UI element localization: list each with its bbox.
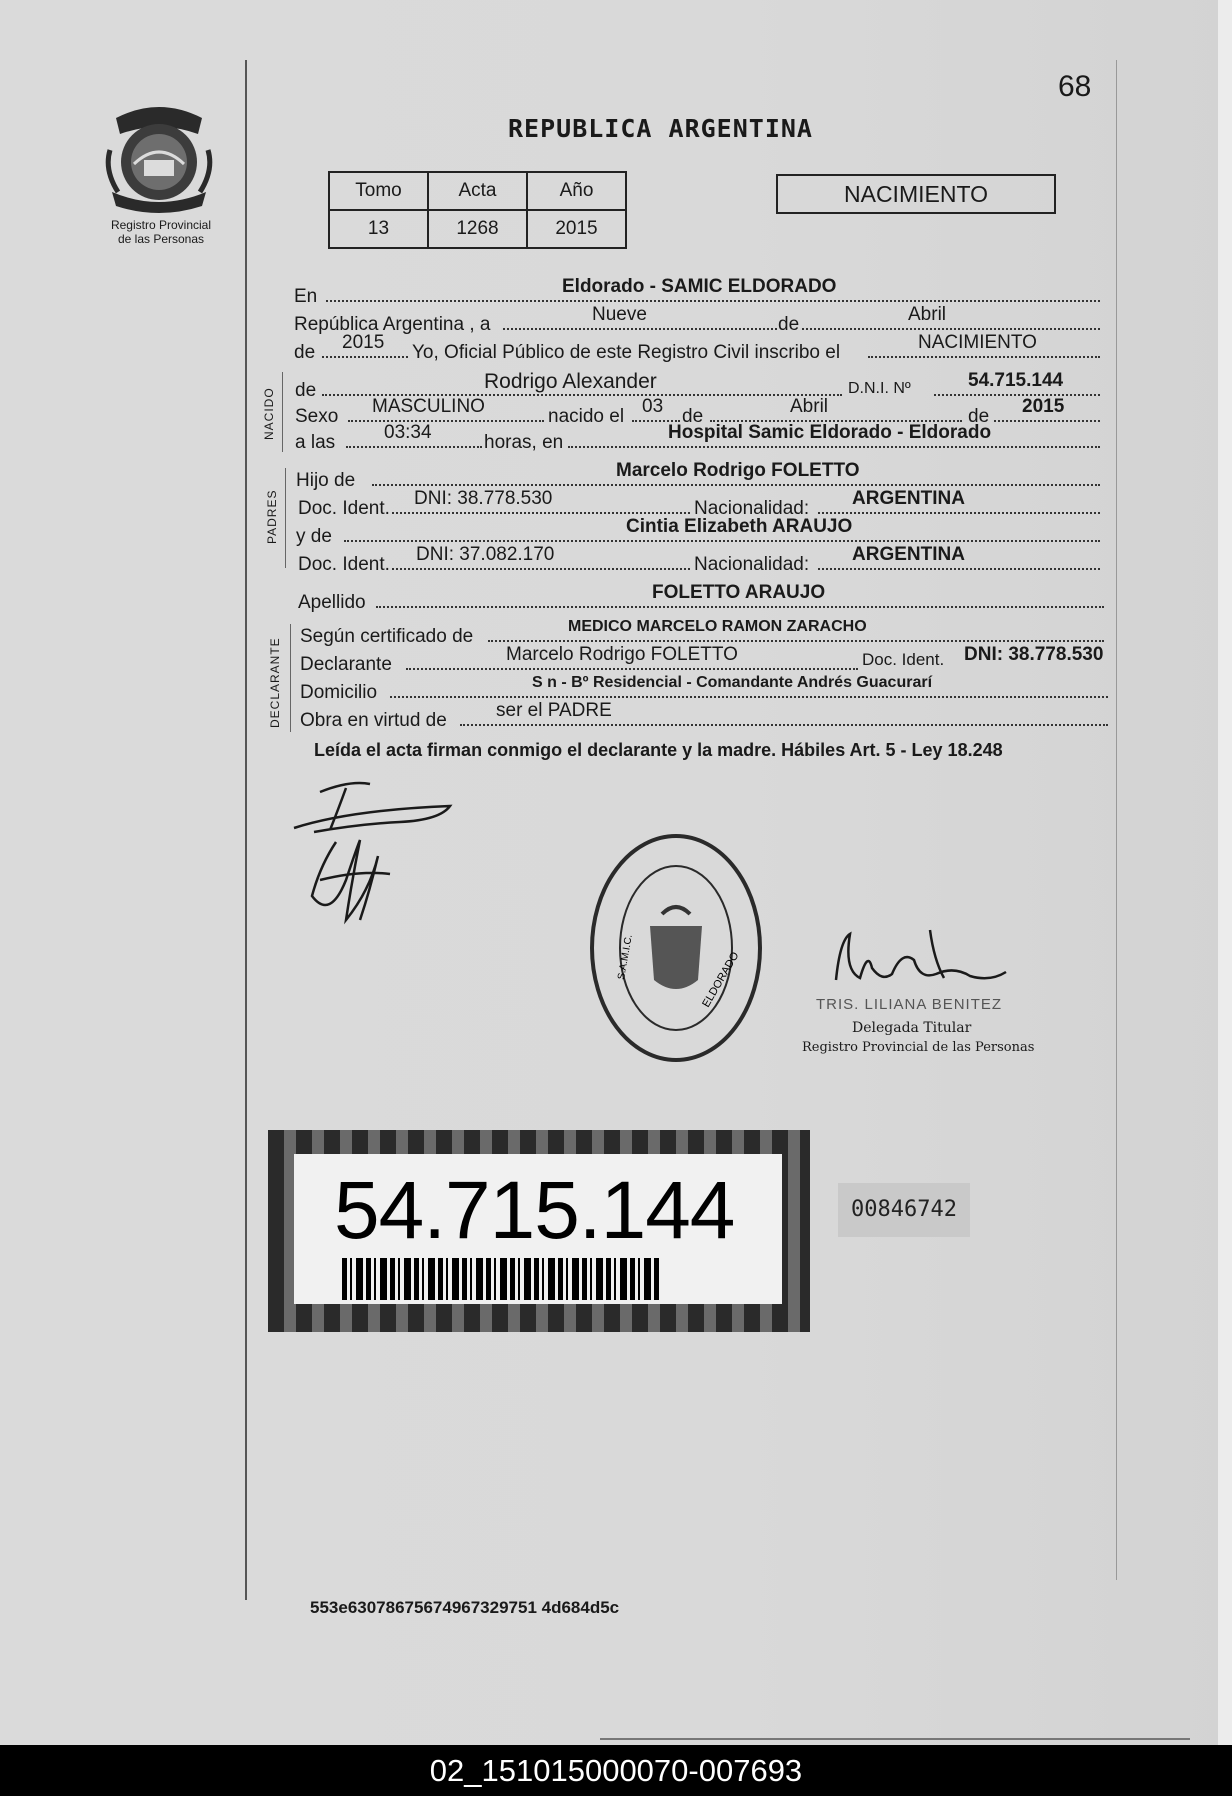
barcode-number: 54.715.144 bbox=[334, 1165, 735, 1256]
registry-caption-line2: de las Personas bbox=[117, 232, 205, 246]
registry-caption bbox=[96, 218, 226, 246]
declarante-divider bbox=[290, 624, 291, 732]
nacido-de-label: de bbox=[295, 380, 317, 401]
line-cert bbox=[488, 640, 1104, 642]
line-dom bbox=[390, 696, 1108, 698]
apellido-label: Apellido bbox=[298, 592, 366, 613]
act-value: NACIMIENTO bbox=[918, 332, 1037, 353]
place-value: Eldorado - SAMIC ELDORADO bbox=[562, 276, 837, 297]
doc-label: Doc. Ident. bbox=[298, 498, 390, 519]
header-acta: Acta bbox=[428, 172, 527, 210]
section-declarante: DECLARANTE bbox=[268, 637, 282, 728]
nacido-divider bbox=[282, 372, 283, 452]
header-anio: Año bbox=[527, 172, 626, 210]
line-month bbox=[802, 328, 1100, 330]
decl-doc-value: DNI: 38.778.530 bbox=[964, 644, 1104, 665]
closing-text: Leída el acta firman conmigo el declarante y la madre. Hábiles Art. 5 - Ley 18.248 bbox=[314, 740, 1003, 760]
day-word-value: Nueve bbox=[592, 304, 647, 325]
padres-divider bbox=[285, 468, 286, 568]
nacido-label: nacido el bbox=[548, 406, 625, 427]
province-seal-icon bbox=[104, 100, 214, 218]
cert-value: MEDICO MARCELO RAMON ZARACHO bbox=[568, 618, 867, 635]
month-value: Abril bbox=[908, 304, 947, 325]
section-padres: PADRES bbox=[265, 489, 279, 544]
line-obra bbox=[460, 724, 1108, 726]
barcode-panel bbox=[268, 1130, 810, 1332]
yde-label: y de bbox=[296, 526, 332, 547]
line-hora bbox=[346, 446, 482, 448]
signatory-org: Registro Provincial de las Personas bbox=[802, 1040, 1035, 1055]
signatory-role: Delegada Titular bbox=[852, 1020, 972, 1036]
line-padre bbox=[372, 484, 1100, 486]
line-padre-nac bbox=[818, 512, 1100, 514]
madre-doc-value: DNI: 37.082.170 bbox=[416, 544, 555, 565]
svg-text:ELDORADO: ELDORADO bbox=[700, 950, 742, 1010]
dom-label: Domicilio bbox=[300, 682, 378, 703]
obra-value: ser el PADRE bbox=[496, 700, 612, 721]
line-place bbox=[326, 300, 1100, 302]
barcode-bars bbox=[342, 1258, 662, 1300]
decl-label: Declarante bbox=[300, 654, 392, 675]
en-label: En bbox=[294, 286, 318, 307]
record-type-box: NACIMIENTO bbox=[776, 174, 1056, 214]
page-number: 68 bbox=[1058, 70, 1092, 103]
value-anio: 2015 bbox=[527, 210, 626, 248]
serial-number: 00846742 bbox=[838, 1183, 970, 1237]
line-apellido bbox=[376, 606, 1104, 608]
line-day bbox=[503, 328, 777, 330]
official-text: Yo, Oficial Público de este Registro Civil inscribo el bbox=[412, 342, 841, 363]
de2-label: de bbox=[294, 342, 316, 363]
line-lugar bbox=[568, 446, 1100, 448]
line-madre bbox=[344, 540, 1100, 542]
birth-year-value: 2015 bbox=[1022, 396, 1065, 417]
apellido-value: FOLETTO ARAUJO bbox=[652, 582, 826, 603]
horas-label: horas, en bbox=[484, 432, 564, 453]
birth-day-value: 03 bbox=[642, 396, 664, 417]
padre-value: Marcelo Rodrigo FOLETTO bbox=[616, 460, 860, 481]
hora-value: 03:34 bbox=[384, 422, 432, 443]
value-acta: 1268 bbox=[428, 210, 527, 248]
register-table bbox=[328, 171, 627, 249]
line-dni bbox=[934, 394, 1100, 396]
decl-value: Marcelo Rodrigo FOLETTO bbox=[506, 644, 738, 665]
line-birth-year bbox=[994, 420, 1100, 422]
official-stamp bbox=[588, 830, 764, 1066]
nac-label: Nacionalidad: bbox=[694, 498, 810, 519]
barcode-label bbox=[294, 1154, 782, 1304]
right-margin-line bbox=[1116, 60, 1117, 1580]
signatory-name: TRIS. LILIANA BENITEZ bbox=[816, 996, 1003, 1013]
dni-value: 54.715.144 bbox=[968, 370, 1064, 391]
nac-label2: Nacionalidad: bbox=[694, 554, 810, 575]
page-right-edge bbox=[1218, 0, 1232, 1745]
file-id-footer: 02_151015000070-007693 bbox=[0, 1745, 1232, 1796]
nacido-de-label3: de bbox=[968, 406, 990, 427]
dni-label: D.N.I. Nº bbox=[848, 380, 911, 397]
padre-nac-value: ARGENTINA bbox=[852, 488, 965, 509]
doc-label2: Doc. Ident. bbox=[298, 554, 390, 575]
line-act bbox=[868, 356, 1100, 358]
line-sexo bbox=[348, 420, 544, 422]
declarant-signature bbox=[290, 770, 460, 940]
madre-nac-value: ARGENTINA bbox=[852, 544, 965, 565]
de-label: de bbox=[778, 314, 800, 335]
bottom-edge-line bbox=[600, 1738, 1190, 1740]
year-value: 2015 bbox=[342, 332, 385, 353]
line-padre-doc bbox=[392, 512, 690, 514]
line-year bbox=[322, 356, 408, 358]
lugar-value: Hospital Samic Eldorado - Eldorado bbox=[668, 422, 992, 443]
document-hash: 553e63078675674967329751 4d684d5c bbox=[310, 1598, 620, 1617]
value-tomo: 13 bbox=[329, 210, 428, 248]
birth-month-value: Abril bbox=[790, 396, 829, 417]
section-nacido: NACIDO bbox=[262, 387, 276, 440]
svg-text:S.A.M.I.C.: S.A.M.I.C. bbox=[616, 933, 635, 981]
hora-label: a las bbox=[295, 432, 336, 453]
rep-label: República Argentina , a bbox=[294, 314, 491, 335]
padre-doc-value: DNI: 38.778.530 bbox=[414, 488, 553, 509]
dom-value: S n - Bº Residencial - Comandante Andrés Guacurarí bbox=[532, 674, 933, 691]
name-value: Rodrigo Alexander bbox=[484, 370, 657, 393]
madre-value: Cintia Elizabeth ARAUJO bbox=[626, 516, 853, 537]
nacido-de-label2: de bbox=[682, 406, 704, 427]
decl-doc-label: Doc. Ident. bbox=[862, 650, 945, 669]
line-madre-nac bbox=[818, 568, 1100, 570]
line-decl bbox=[406, 668, 858, 670]
sexo-label: Sexo bbox=[295, 406, 339, 427]
document-title: REPUBLICA ARGENTINA bbox=[508, 114, 813, 143]
left-margin-line bbox=[245, 60, 247, 1600]
obra-label: Obra en virtud de bbox=[300, 710, 447, 731]
header-tomo: Tomo bbox=[329, 172, 428, 210]
line-madre-doc bbox=[392, 568, 690, 570]
sexo-value: MASCULINO bbox=[372, 396, 485, 417]
registry-caption-line1: Registro Provincial bbox=[110, 218, 212, 232]
cert-label: Según certificado de bbox=[300, 626, 474, 647]
hijo-label: Hijo de bbox=[296, 470, 356, 491]
